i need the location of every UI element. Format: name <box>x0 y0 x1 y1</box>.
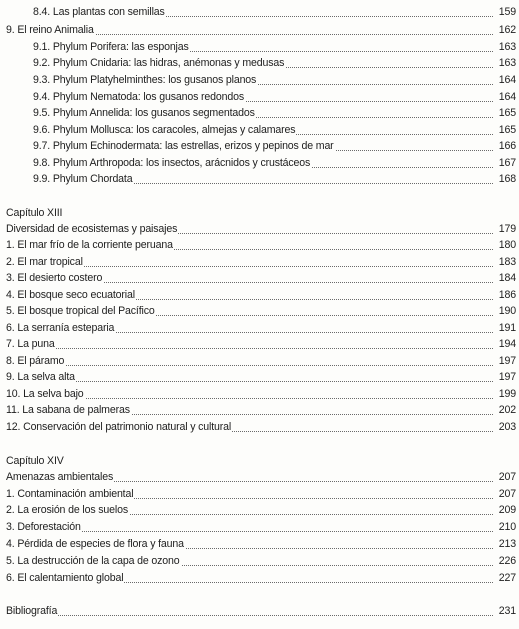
toc-entry-page: 194 <box>498 338 516 350</box>
toc-entry-title: 1. El mar frío de la corriente peruana <box>6 239 173 251</box>
toc-entry-title: 9.9. Phylum Chordata <box>33 173 133 185</box>
toc-entry <box>0 337 519 352</box>
toc-entry-title: 3. El desierto costero <box>6 272 103 284</box>
toc-entry-title: 7. La puna <box>6 338 55 350</box>
toc-entry-title: 9.5. Phylum Annelida: los gusanos segmentados <box>33 107 255 119</box>
dot-leader <box>6 615 493 616</box>
toc-entry <box>0 238 519 253</box>
toc-entry-page: 184 <box>498 272 516 284</box>
toc-entry <box>0 554 519 569</box>
dot-leader <box>6 348 493 349</box>
toc-entry <box>0 354 519 369</box>
toc-entry-title: 9.1. Phylum Porifera: las esponjas <box>33 41 189 53</box>
toc-entry-page: 197 <box>498 355 516 367</box>
toc-entry <box>0 106 519 121</box>
toc-entry-title: 6. La serranía esteparia <box>6 322 115 334</box>
toc-entry <box>0 420 519 435</box>
toc-entry-title: 4. Pérdida de especies de flora y fauna <box>6 538 184 550</box>
toc-entry-title: 11. La sabana de palmeras <box>6 404 130 416</box>
toc-entry-title: 9. El reino Animalia <box>6 24 94 36</box>
toc-entry-page: 209 <box>498 504 516 516</box>
toc-entry-page: 180 <box>498 239 516 251</box>
dot-leader <box>6 381 493 382</box>
toc-entry <box>0 222 519 237</box>
toc-entry-page: 165 <box>498 107 516 119</box>
toc-entry-page: 199 <box>498 388 516 400</box>
toc-entry-page: 168 <box>498 173 516 185</box>
toc-entry-title: 6. El calentamiento global <box>6 572 124 584</box>
toc-entry <box>0 604 519 619</box>
toc-entry <box>0 487 519 502</box>
toc-entry <box>0 40 519 55</box>
toc-entry <box>0 537 519 552</box>
toc-entry-title: 9.6. Phylum Mollusca: los caracoles, almejas y calamares <box>33 124 296 136</box>
toc-entry-page: 213 <box>498 538 516 550</box>
toc-entry-title: 9.3. Phylum Platyhelminthes: los gusanos planos <box>33 74 257 86</box>
toc-entry-page: 164 <box>498 91 516 103</box>
toc-entry <box>0 271 519 286</box>
toc-entry-page: 186 <box>498 289 516 301</box>
toc-entry-page: 163 <box>498 41 516 53</box>
toc-entry-title: 2. La erosión de los suelos <box>6 504 128 516</box>
toc-entry <box>0 470 519 485</box>
toc-entry-page: 166 <box>498 140 516 152</box>
toc-entry-title: 9.4. Phylum Nematoda: los gusanos redondos <box>33 91 245 103</box>
toc-entry-page: 197 <box>498 371 516 383</box>
toc-entry <box>0 387 519 402</box>
toc-entry-page: 203 <box>498 421 516 433</box>
toc-entry <box>0 156 519 171</box>
toc-entry-title: 5. El bosque tropical del Pacífico <box>6 305 155 317</box>
toc-entry <box>0 90 519 105</box>
chapter-heading: Capítulo XIV <box>6 455 64 467</box>
toc-entry-title: 8. El páramo <box>6 355 65 367</box>
toc-entry-page: 210 <box>498 521 516 533</box>
toc-entry-page: 202 <box>498 404 516 416</box>
toc-entry <box>0 288 519 303</box>
toc-entry-page: 191 <box>498 322 516 334</box>
toc-entry <box>0 5 519 20</box>
toc-entry-page: 163 <box>498 57 516 69</box>
toc-entry-page: 167 <box>498 157 516 169</box>
toc-entry-title: 9. La selva alta <box>6 371 75 383</box>
toc-entry <box>0 520 519 535</box>
toc-entry <box>0 139 519 154</box>
toc-entry-title: 12. Conservación del patrimonio natural y cultural <box>6 421 232 433</box>
toc-entry <box>0 503 519 518</box>
toc-entry-page: 190 <box>498 305 516 317</box>
toc-entry-title: 2. El mar tropical <box>6 256 83 268</box>
toc-entry-page: 159 <box>498 6 516 18</box>
toc-entry-page: 207 <box>498 488 516 500</box>
toc-entry <box>0 172 519 187</box>
toc-entry-page: 179 <box>498 223 516 235</box>
dot-leader <box>6 365 493 366</box>
toc-entry-page: 183 <box>498 256 516 268</box>
toc-entry <box>0 321 519 336</box>
toc-entry-page: 162 <box>498 24 516 36</box>
toc-entry-title: 10. La selva bajo <box>6 388 84 400</box>
toc-entry-page: 207 <box>498 471 516 483</box>
toc-entry <box>0 123 519 138</box>
toc-entry-page: 164 <box>498 74 516 86</box>
chapter-heading: Capítulo XIII <box>6 207 63 219</box>
toc-entry-title: Bibliografía <box>6 605 58 617</box>
toc-entry <box>0 56 519 71</box>
toc-entry <box>0 255 519 270</box>
toc-entry-title: 5. La destrucción de la capa de ozono <box>6 555 180 567</box>
toc-entry <box>0 571 519 586</box>
toc-entry-title: 4. El bosque seco ecuatorial <box>6 289 135 301</box>
toc-entry <box>0 73 519 88</box>
toc-entry-page: 227 <box>498 572 516 584</box>
toc-entry-title: 9.8. Phylum Arthropoda: los insectos, arácnidos y crustáceos <box>33 157 311 169</box>
toc-entry-title: 3. Deforestación <box>6 521 81 533</box>
toc-entry-title: 1. Contaminación ambiental <box>6 488 134 500</box>
toc-entry-page: 231 <box>498 605 516 617</box>
toc-entry-page: 165 <box>498 124 516 136</box>
toc-entry <box>0 23 519 38</box>
toc-entry-title: 8.4. Las plantas con semillas <box>33 6 165 18</box>
toc-entry <box>0 403 519 418</box>
toc-entry-title: Amenazas ambientales <box>6 471 114 483</box>
toc-entry-title: 9.2. Phylum Cnidaria: las hidras, anémonas y medusas <box>33 57 285 69</box>
toc-entry-title: 9.7. Phylum Echinodermata: las estrellas, erizos y pepinos de mar <box>33 140 334 152</box>
toc-entry <box>0 370 519 385</box>
toc-entry-title: Diversidad de ecosistemas y paisajes <box>6 223 178 235</box>
toc-entry-page: 226 <box>498 555 516 567</box>
toc-entry <box>0 304 519 319</box>
